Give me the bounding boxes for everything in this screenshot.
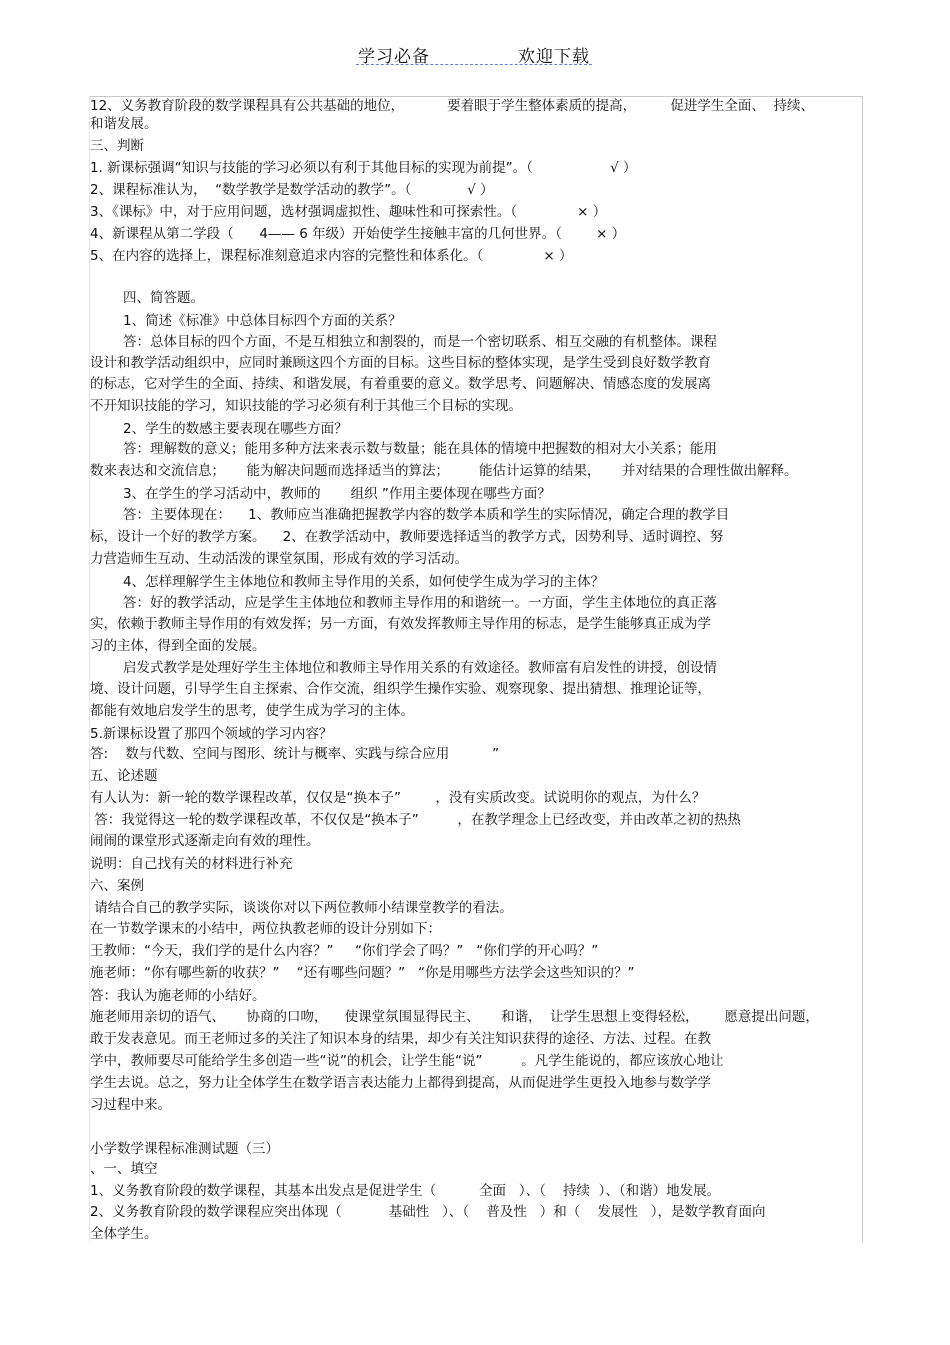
text-line: 境、设计问题，引导学生自主探索、合作交流，组织学生操作实验、观察现象、提出猜想、推理论证等，: [90, 681, 711, 697]
question-line: 2、学生的数感主要表现在哪些方面？: [123, 421, 348, 437]
text-line: 施老师：“你有哪些新的收获？” “还有哪些问题？” “你是用哪些方法学会这些知识的？”: [90, 965, 635, 981]
header-right-text: 欢迎下载: [518, 47, 590, 67]
text-line: 1. 新课标强调“知识与技能的学习必须以有利于其他目标的实现为前提”。（ √ ）: [90, 160, 637, 176]
text-line: 习的主体，得到全面的发展。: [90, 638, 266, 654]
text-line: 实，依赖于教师主导作用的有效发挥；另一方面，有效发挥教师主导作用的标志，是学生能够真正成为学: [90, 616, 711, 632]
page-header: [0, 38, 950, 68]
answer-line: 答：好的教学活动，应是学生主体地位和教师主导作用的和谐统一。一方面，学生主体地位的真正落: [123, 595, 717, 611]
text-line: 数来表达和交流信息； 能为解决问题而选择适当的算法； 能估计运算的结果， 并对结果的合理性做出解释。: [90, 463, 798, 479]
text-line: 在一节数学课末的小结中，两位执教老师的设计分别如下：: [90, 921, 441, 937]
text-line: 不开知识技能的学习，知识技能的学习必须有利于其他三个目标的实现。: [90, 398, 522, 414]
text-line: 学生去说。总之，努力让全体学生在数学语言表达能力上都得到提高，从而促进学生更投入地参与数学学: [90, 1075, 711, 1091]
answer-line: 答: 数与代数、空间与图形、统计与概率、实践与综合应用 ”: [90, 746, 500, 762]
text-line: 请结合自己的教学实际，谈谈你对以下两位教师小结课堂教学的看法。: [90, 900, 513, 916]
section-heading: 、一、填空: [90, 1161, 158, 1177]
text-line: 4、新课程从第二学段（ 4—— 6 年级）开始使学生接触丰富的几何世界。（ × ）: [90, 226, 626, 242]
text-line: 12、义务教育阶段的数学课程具有公共基础的地位， 要着眼于学生整体素质的提高， 促进学生全面、 持续、: [90, 98, 815, 114]
text-line: 全体学生。: [90, 1226, 158, 1242]
section-heading: 六、案例: [90, 878, 144, 894]
text-line: 5、在内容的选择上，课程标准刻意追求内容的完整性和体系化。（ × ）: [90, 248, 573, 264]
question-line: 4、怎样理解学生主体地位和教师主导作用的关系，如何使学生成为学习的主体？: [123, 574, 605, 590]
text-line: 2、义务教育阶段的数学课程应突出体现（ 基础性 ）、（ 普及性 ）和（ 发展性 ），是数学教育面向: [90, 1204, 766, 1220]
question-line: 5.新课标设置了那四个领域的学习内容？: [90, 726, 333, 742]
text-line: 和谐发展。: [90, 116, 158, 132]
text-line: 学中，教师要尽可能给学生多创造一些“说”的机会，让学生能“说” 。凡学生能说的，都应该放心地让: [90, 1053, 724, 1069]
question-line: 3、在学生的学习活动中，教师的 组织 ”作用主要体现在哪些方面？: [123, 486, 551, 502]
header-left-text: 学习必备: [358, 47, 430, 67]
text-line: 标，设计一个好的教学方案。 2、在教学活动中，教师要选择适当的教学方式，因势利导、适时调控、努: [90, 529, 724, 545]
text-line: 施老师用亲切的语气、 协商的口吻， 使课堂氛围显得民主、 和谐， 让学生思想上变得轻松， 愿意提出问题，: [90, 1009, 819, 1025]
answer-line: 答：主要体现在： 1、教师应当准确把握教学内容的数学本质和学生的实际情况，确定合理的教学目: [123, 507, 730, 523]
question-line: 1、简述《标准》中总体目标四个方面的关系？: [123, 313, 402, 329]
section-heading: 五、论述题: [90, 768, 158, 784]
text-line: 力营造师生互动、生动活泼的课堂氛围，形成有效的学习活动。: [90, 551, 468, 567]
text-line: 3、《课标》中，对于应用问题，选材强调虚拟性、趣味性和可探索性。（ × ）: [90, 204, 607, 220]
text-line: 的标志，它对学生的全面、持续、和谐发展，有着重要的意义。数学思考、问题解决、情感态度的发展离: [90, 376, 711, 392]
header-dashed-underline: [356, 64, 592, 65]
text-line: 王教师：“今天，我们学的是什么内容？” “你们学会了吗？” “你们学的开心吗？”: [90, 943, 599, 959]
document-title: 小学数学课程标准测试题（三）: [90, 1141, 279, 1157]
text-line: 设计和教学活动组织中，应同时兼顾这四个方面的目标。这些目标的整体实现，是学生受到良好数学教育: [90, 355, 711, 371]
text-line: 闹闹的课堂形式逐渐走向有效的理性。: [90, 833, 320, 849]
section-heading: 三、判断: [90, 138, 144, 154]
section-heading: 四、简答题。: [123, 290, 204, 306]
text-line: 1、义务教育阶段的数学课程，其基本出发点是促进学生（ 全面 ）、（ 持续 ）、（和谐）地发展。: [90, 1183, 721, 1199]
answer-line: 答：理解数的意义；能用多种方法来表示数与数量；能在具体的情境中把握数的相对大小关系；能用: [123, 441, 717, 457]
text-line: 2、课程标准认为， “数学教学是数学活动的教学”。（ √ ）: [90, 182, 494, 198]
answer-line: 答：总体目标的四个方面，不是互相独立和割裂的，而是一个密切联系、相互交融的有机整体。课程: [123, 334, 717, 350]
text-line: 启发式教学是处理好学生主体地位和教师主导作用关系的有效途径。教师富有启发性的讲授，创设情: [123, 660, 717, 676]
text-line: 有人认为：新一轮的数学课程改革，仅仅是“换本子” ，没有实质改变。试说明你的观点，为什么？: [90, 790, 706, 806]
text-line: 习过程中来。: [90, 1097, 171, 1113]
answer-line: 答：我认为施老师的小结好。: [90, 988, 266, 1004]
text-line: 答：我觉得这一轮的数学课程改革，不仅仅是“换本子” ，在教学理念上已经改变，并由改革之初的热热: [90, 812, 741, 828]
text-line: 说明：自己找有关的材料进行补充: [90, 856, 293, 872]
text-line: 敢于发表意见。而王老师过多的关注了知识本身的结果，却少有关注知识获得的途径、方法、过程。在教: [90, 1031, 711, 1047]
text-line: 都能有效地启发学生的思考，使学生成为学习的主体。: [90, 703, 414, 719]
